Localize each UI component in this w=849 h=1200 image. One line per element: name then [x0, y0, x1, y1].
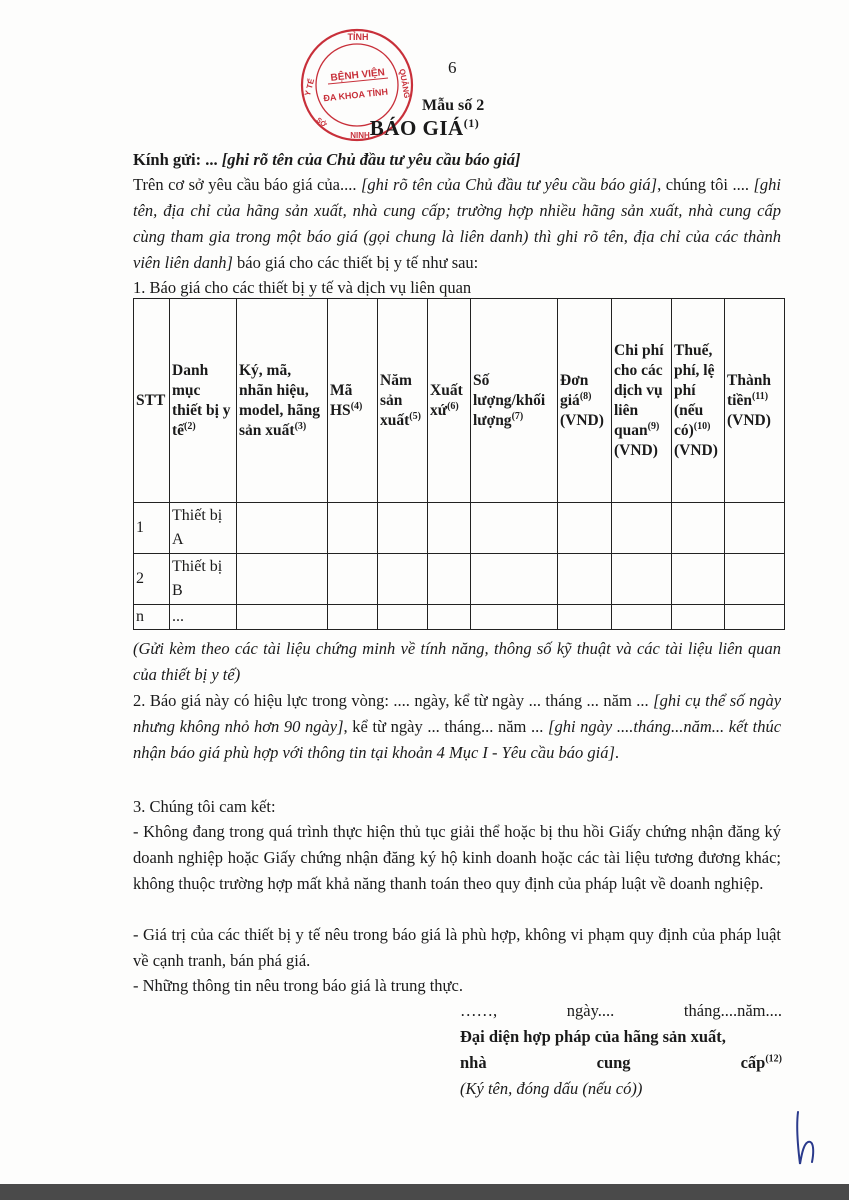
commitment-item: - Giá trị của các thiết bị y tế nêu trong báo giá là phù hợp, không vi phạm quy định của pháp luật về cạnh tranh, bán phá giá. [133, 925, 781, 970]
stamp-text-left: Y TẾ [302, 77, 317, 98]
title-text: BÁO GIÁ [369, 116, 464, 140]
intro-text-3: tôi .... [710, 175, 749, 194]
commitment-item: - Không đang trong quá trình thực hiện thủ tục giải thể hoặc bị thu hồi Giấy chứng nhận đăng ký doanh nghiệp hoặc Giấy chứng nhận đăng ký hộ kinh doanh hoặc các tài liệu tương đương khác; không thuộc trường hợp mất khả năng thanh toán theo quy định của pháp luật về doanh nghiệp. [133, 822, 781, 893]
header-origin: Xuất xứ$^{(6)}$ [428, 299, 471, 503]
cell-origin [428, 554, 471, 605]
cell-unit-price [558, 605, 612, 630]
validity-end: . [614, 743, 619, 762]
intro-note-1: [ghi rõ tên của Chủ đầu tư yêu cầu báo giá] [360, 175, 658, 194]
intro-paragraph [133, 172, 781, 276]
header-hs-code: Mã HS$^{(4)}$ [328, 299, 378, 503]
cell-device: ... [170, 605, 237, 630]
stamp-text-top: TỈNH [347, 32, 369, 42]
attachment-note-text: (Gửi kèm theo các tài liệu chứng minh về tính năng, thông số kỹ thuật và các tài liệu liên quan của thiết bị y tế) [133, 639, 781, 684]
cell-hs-code [328, 503, 378, 554]
cell-total [725, 605, 785, 630]
form-code: Mẫu số 2 [422, 97, 485, 114]
recipient-line [133, 147, 781, 173]
cell-year [378, 605, 428, 630]
header-stt: STT [134, 299, 170, 503]
stamp-text-bottom: NINH [350, 131, 370, 140]
table-header-row [134, 299, 785, 503]
stamp-text-bottom-left: SỞ [314, 116, 328, 129]
cell-model [237, 605, 328, 630]
stamp-text-right: QUẢNG [397, 68, 412, 100]
signatory-title-line2: nhà cung cấp$^{(12)}$ [460, 1053, 782, 1072]
header-year: Năm sản xuất$^{(5)}$ [378, 299, 428, 503]
recipient-label: Kính gửi: ... [133, 150, 218, 169]
cell-tax [672, 554, 725, 605]
header-service-cost: Chi phí cho các dịch vụ liên quan$^{(9)}$ (VND) [612, 299, 672, 503]
section-2 [133, 688, 781, 766]
cell-unit-price [558, 554, 612, 605]
cell-stt: 1 [134, 503, 170, 554]
quote-table [133, 298, 785, 630]
cell-service-cost [612, 503, 672, 554]
scan-edge [0, 1184, 849, 1200]
cell-service-cost [612, 554, 672, 605]
cell-stt: n [134, 605, 170, 630]
section-3-heading: 3. Chúng tôi cam kết: [133, 797, 276, 816]
cell-total [725, 503, 785, 554]
cell-device: Thiết bị B [170, 554, 237, 605]
signature-place: ……, [460, 1001, 498, 1020]
cell-quantity [471, 605, 558, 630]
intro-text-1: Trên cơ sở yêu cầu báo giá của.... [133, 175, 357, 194]
title-footnote: (1) [463, 116, 480, 130]
cell-quantity [471, 503, 558, 554]
cell-model [237, 503, 328, 554]
header-unit-price: Đơn giá$^{(8)}$ (VND) [558, 299, 612, 503]
cell-tax [672, 503, 725, 554]
intro-note-3: [ghi tên, địa chỉ của hãng sản xuất, nhà cung cấp; trường hợp nhiều hãng sản xuất, nhà cung cấp cùng tham gia trong một báo giá (gọi chung là liên danh) thì ghi rõ tên, địa chỉ của các thành viên liên danh] [133, 175, 782, 272]
intro-text-2: , chúng [657, 175, 707, 194]
table-row [134, 554, 785, 605]
signature-date-line [460, 998, 782, 1024]
stamp-line2: ĐA KHOA TỈNH [322, 86, 389, 104]
signature-day: ngày.... [566, 1001, 615, 1020]
cell-total [725, 554, 785, 605]
cell-model [237, 554, 328, 605]
validity-note-b: [ghi ngày ....tháng...năm... kết thúc nhận báo giá phù hợp với thông tin tại khoản 4 Mục I - Yêu cầu báo giá] [133, 717, 782, 762]
intro-text-4: báo giá cho các thiết bị y tế như sau: [232, 253, 479, 272]
validity-note-a: [ghi cụ thể số ngày nhưng không nhỏ hơn 90 ngày] [133, 691, 782, 736]
cell-year [378, 503, 428, 554]
document-title [0, 116, 849, 141]
signature-month-year: tháng....năm.... [683, 1001, 782, 1020]
header-device-list: Danh mục thiết bị y tế$^{(2)}$ [170, 299, 237, 503]
cell-stt: 2 [134, 554, 170, 605]
validity-text-b: , kể từ ngày ... tháng... năm ... [343, 717, 544, 736]
cell-service-cost [612, 605, 672, 630]
cell-hs-code [328, 605, 378, 630]
cell-hs-code [328, 554, 378, 605]
handwritten-initial [792, 1108, 822, 1168]
stamp-line1: BỆNH VIỆN [330, 67, 386, 84]
table-row [134, 605, 785, 630]
signature-note: (Ký tên, đóng dấu (nếu có)) [460, 1079, 643, 1098]
validity-text-a: 2. Báo giá này có hiệu lực trong vòng: .... ngày, kể từ ngày ... tháng ... năm ... [133, 691, 649, 710]
cell-year [378, 554, 428, 605]
page-number: 6 [448, 58, 457, 77]
cell-device: Thiết bị A [170, 503, 237, 554]
table-row [134, 503, 785, 554]
attachment-note [133, 636, 781, 688]
cell-unit-price [558, 503, 612, 554]
signatory-title: Đại diện hợp pháp của hãng sản xuất, [460, 1027, 726, 1046]
recipient-note: [ghi rõ tên của Chủ đầu tư yêu cầu báo giá] [221, 150, 521, 169]
section-1-heading: 1. Báo giá cho các thiết bị y tế và dịch vụ liên quan [133, 278, 472, 297]
commitment-item: - Những thông tin nêu trong báo giá là trung thực. [133, 976, 463, 995]
cell-quantity [471, 554, 558, 605]
header-quantity: Số lượng/khối lượng$^{(7)}$ [471, 299, 558, 503]
cell-tax [672, 605, 725, 630]
header-tax: Thuế, phí, lệ phí (nếu có)$^{(10)}$ (VND) [672, 299, 725, 503]
header-model: Ký, mã, nhãn hiệu, model, hãng sản xuất$^{(3)}$ [237, 299, 328, 503]
cell-origin [428, 605, 471, 630]
cell-origin [428, 503, 471, 554]
header-total: Thành tiền$^{(11)}$ (VND) [725, 299, 785, 503]
